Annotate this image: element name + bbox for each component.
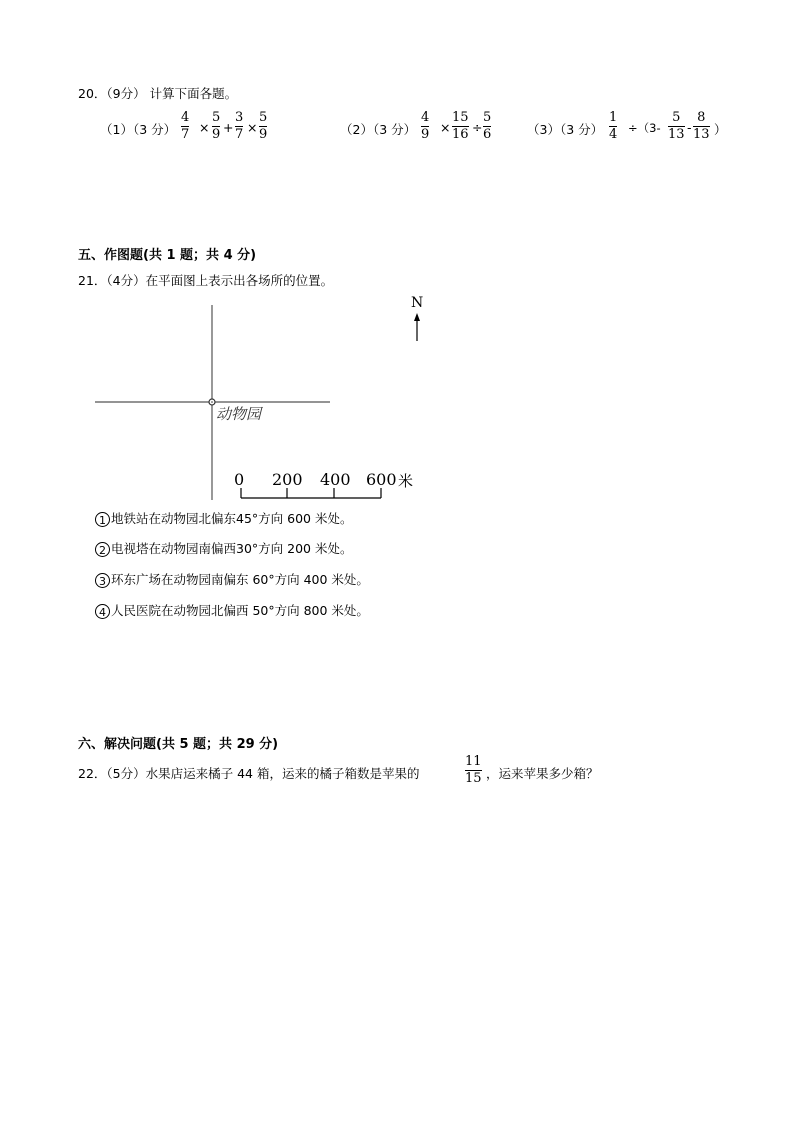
fraction: 15 16 [452,110,469,142]
north-arrow-head [414,313,420,321]
origin-label: 动物园 [216,405,262,423]
list-item [95,509,352,527]
q22-text-after: ，运来苹果多少箱？ [486,766,599,781]
section-title: 五、作图题(共 1 题；共 4 分) [78,248,257,263]
list-item [95,570,369,588]
origin-dot [211,401,213,403]
fraction: 11 15 [465,754,482,786]
list-item [95,601,369,619]
operator: - [687,120,692,135]
scale-label: 400 [320,470,351,489]
fraction: 4 7 [181,110,190,142]
list-item [95,539,352,557]
fraction: 8 13 [693,110,710,142]
operator: × [247,120,258,135]
item-text: 环东广场在动物园南偏东 60°方向 400 米处。 [111,572,369,587]
direction-diagram [0,0,794,520]
part-label: （2）（3 分） [340,122,417,137]
item-text: 人民医院在动物园北偏西 50°方向 800 米处。 [111,603,369,618]
scale-label: 0 [234,470,245,489]
section-title: 六、解决问题(共 5 题；共 29 分) [78,737,279,752]
item-text: 电视塔在动物园南偏西30°方向 200 米处。 [111,541,353,556]
fraction: 4 9 [421,110,430,142]
item-number: 4 [95,604,110,619]
item-number: 3 [95,573,110,588]
q20-heading: 20．（9分） 计算下面各题。 [78,86,238,101]
scale-unit: 米 [398,472,414,490]
operator: × [440,120,451,135]
item-number: 1 [95,512,110,527]
fraction: 5 9 [259,110,268,142]
fraction: 5 13 [668,110,685,142]
q21-heading: 21．（4分）在平面图上表示出各场所的位置。 [78,273,334,288]
item-text: 地铁站在动物园北偏东45°方向 600 米处。 [111,511,353,526]
north-label: N [411,295,424,311]
operator: + [223,120,234,135]
fraction: 1 4 [609,110,618,142]
fraction: 5 6 [483,110,492,142]
operator: × [199,120,210,135]
operator: ÷ [472,120,483,135]
fraction: 5 9 [212,110,221,142]
scale-label: 600 [366,470,397,489]
q22-text-before: 22．（5分）水果店运来橘子 44 箱，运来的橘子箱数是苹果的 [78,766,420,781]
scale-label: 200 [272,470,303,489]
part-label: （3）（3 分） [527,122,604,137]
fraction: 3 7 [235,110,244,142]
part-label: （1）（3 分） [100,122,177,137]
operator: ÷（3- [628,121,661,135]
operator: ） [714,122,727,137]
item-number: 2 [95,542,110,557]
